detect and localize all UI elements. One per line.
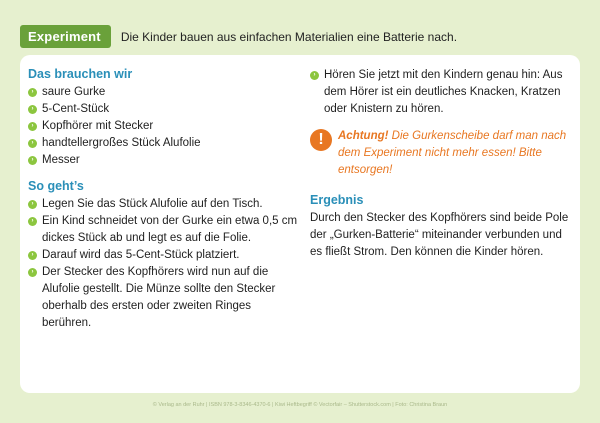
header-description: Die Kinder bauen aus einfachen Materialien eine Batterie nach. — [120, 29, 458, 44]
list-item: › 5-Cent-Stück — [28, 101, 298, 118]
warning-label: Achtung! — [338, 130, 389, 142]
result-heading: Ergebnis — [310, 193, 364, 207]
result-text: Durch den Stecker des Kopfhörers sind beide Pole der „Gurken-Batterie“ miteinander verbunden und es fließt Strom. Den können die Kinder hören. — [310, 212, 569, 258]
right-column — [310, 67, 572, 261]
steps-heading: So geht’s — [28, 179, 84, 193]
list-item: › handtellergroßes Stück Alufolie — [28, 135, 298, 152]
left-column — [28, 67, 298, 332]
list-item: › Kopfhörer mit Stecker — [28, 118, 298, 135]
list-item: › Messer — [28, 152, 298, 169]
steps-list — [28, 196, 298, 332]
warning-box — [310, 128, 572, 179]
exclamation-icon: ! — [310, 129, 332, 151]
content-card — [20, 55, 580, 393]
footer-copyright: © Verlag an der Ruhr | ISBN 978-3-8346-4370-6 | Kiwi Heftbegriff © Vectorfair – Shutterstock.com | Foto: Christina Braun — [152, 402, 448, 408]
bullet-icon: › — [28, 251, 37, 260]
experiment-badge: Experiment — [20, 25, 111, 48]
list-item: › Hören Sie jetzt mit den Kindern genau hin: Aus dem Hörer ist ein deutliches Knacken, Kratzen oder Knistern zu hören. — [310, 67, 572, 118]
list-item: › Ein Kind schneidet von der Gurke ein etwa 0,5 cm dickes Stück ab und legt es auf die Folie. — [28, 213, 298, 247]
listen-list — [310, 67, 572, 118]
bullet-icon: › — [310, 71, 319, 80]
list-item: › Darauf wird das 5-Cent-Stück platziert. — [28, 247, 298, 264]
bullet-icon: › — [28, 88, 37, 97]
list-item: › saure Gurke — [28, 84, 298, 101]
bullet-icon: › — [28, 217, 37, 226]
bullet-icon: › — [28, 139, 37, 148]
bullet-icon: › — [28, 268, 37, 277]
header — [20, 25, 457, 48]
list-item: › Legen Sie das Stück Alufolie auf den Tisch. — [28, 196, 298, 213]
list-item: › Der Stecker des Kopfhörers wird nun auf die Alufolie gestellt. Die Münze sollte den Stecker oberhalb des ersten oder zweiten Ringes berühren. — [28, 264, 298, 332]
bullet-icon: › — [28, 105, 37, 114]
bullet-icon: › — [28, 156, 37, 165]
bullet-icon: › — [28, 122, 37, 131]
materials-heading: Das brauchen wir — [28, 67, 133, 81]
warning-text: Die Gurkenscheibe darf man nach dem Experiment nicht mehr essen! Bitte entsorgen! — [338, 130, 567, 176]
bullet-icon: › — [28, 200, 37, 209]
materials-list — [28, 84, 298, 169]
